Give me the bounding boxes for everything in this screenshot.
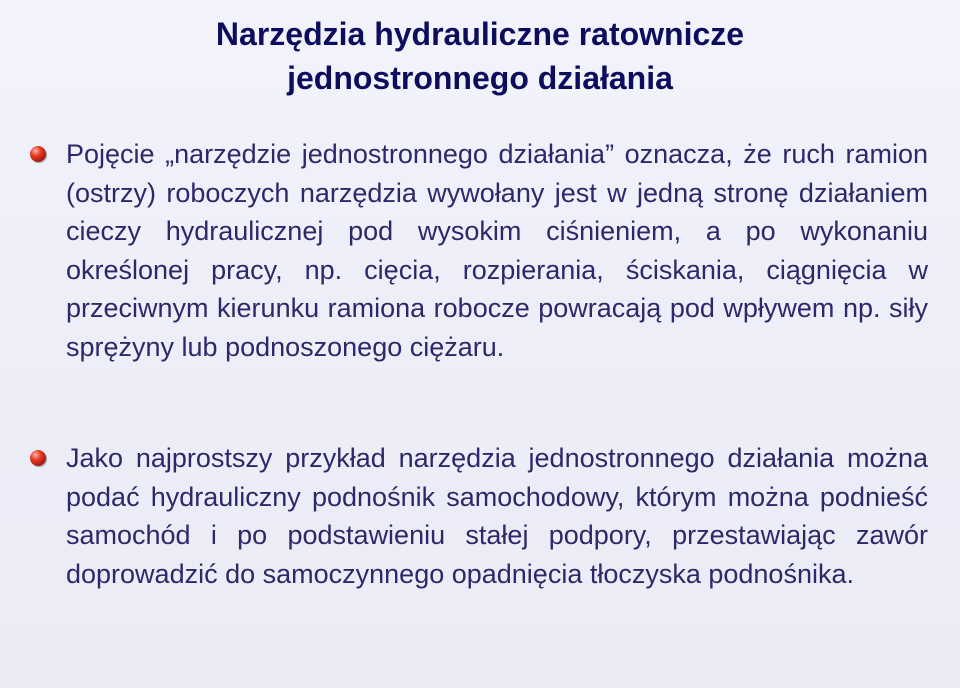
bullet-ball-icon <box>30 450 46 466</box>
bullet-item-definition <box>30 135 928 366</box>
bullet-ball-icon <box>30 146 46 162</box>
bullet-item-example <box>30 439 928 593</box>
slide-title-line-2: jednostronnego działania <box>287 60 673 96</box>
bullet-text: Jako najprostszy przykład narzędzia jednostronnego działania można podać hydrauliczny podnośnik samochodowy, którym można podnieść samochód i po podstawieniu stałej podpory, przestawiając zawór doprowadzić do samoczynnego opadnięcia tłoczyska podnośnika. <box>66 443 928 589</box>
slide-title <box>0 12 960 100</box>
bullet-text: Pojęcie „narzędzie jednostronnego działania” oznacza, że ruch ramion (ostrzy) roboczych narzędzia wywołany jest w jedną stronę działaniem cieczy hydraulicznej pod wysokim ciśnieniem, a po wykonaniu określonej pracy, np. cięcia, rozpierania, ściskania, ciągnięcia w przeciwnym kierunku ramiona robocze powracają pod wpływem np. siły sprężyny lub podnoszonego ciężaru. <box>66 139 928 362</box>
slide-title-line-1: Narzędzia hydrauliczne ratownicze <box>215 16 745 52</box>
